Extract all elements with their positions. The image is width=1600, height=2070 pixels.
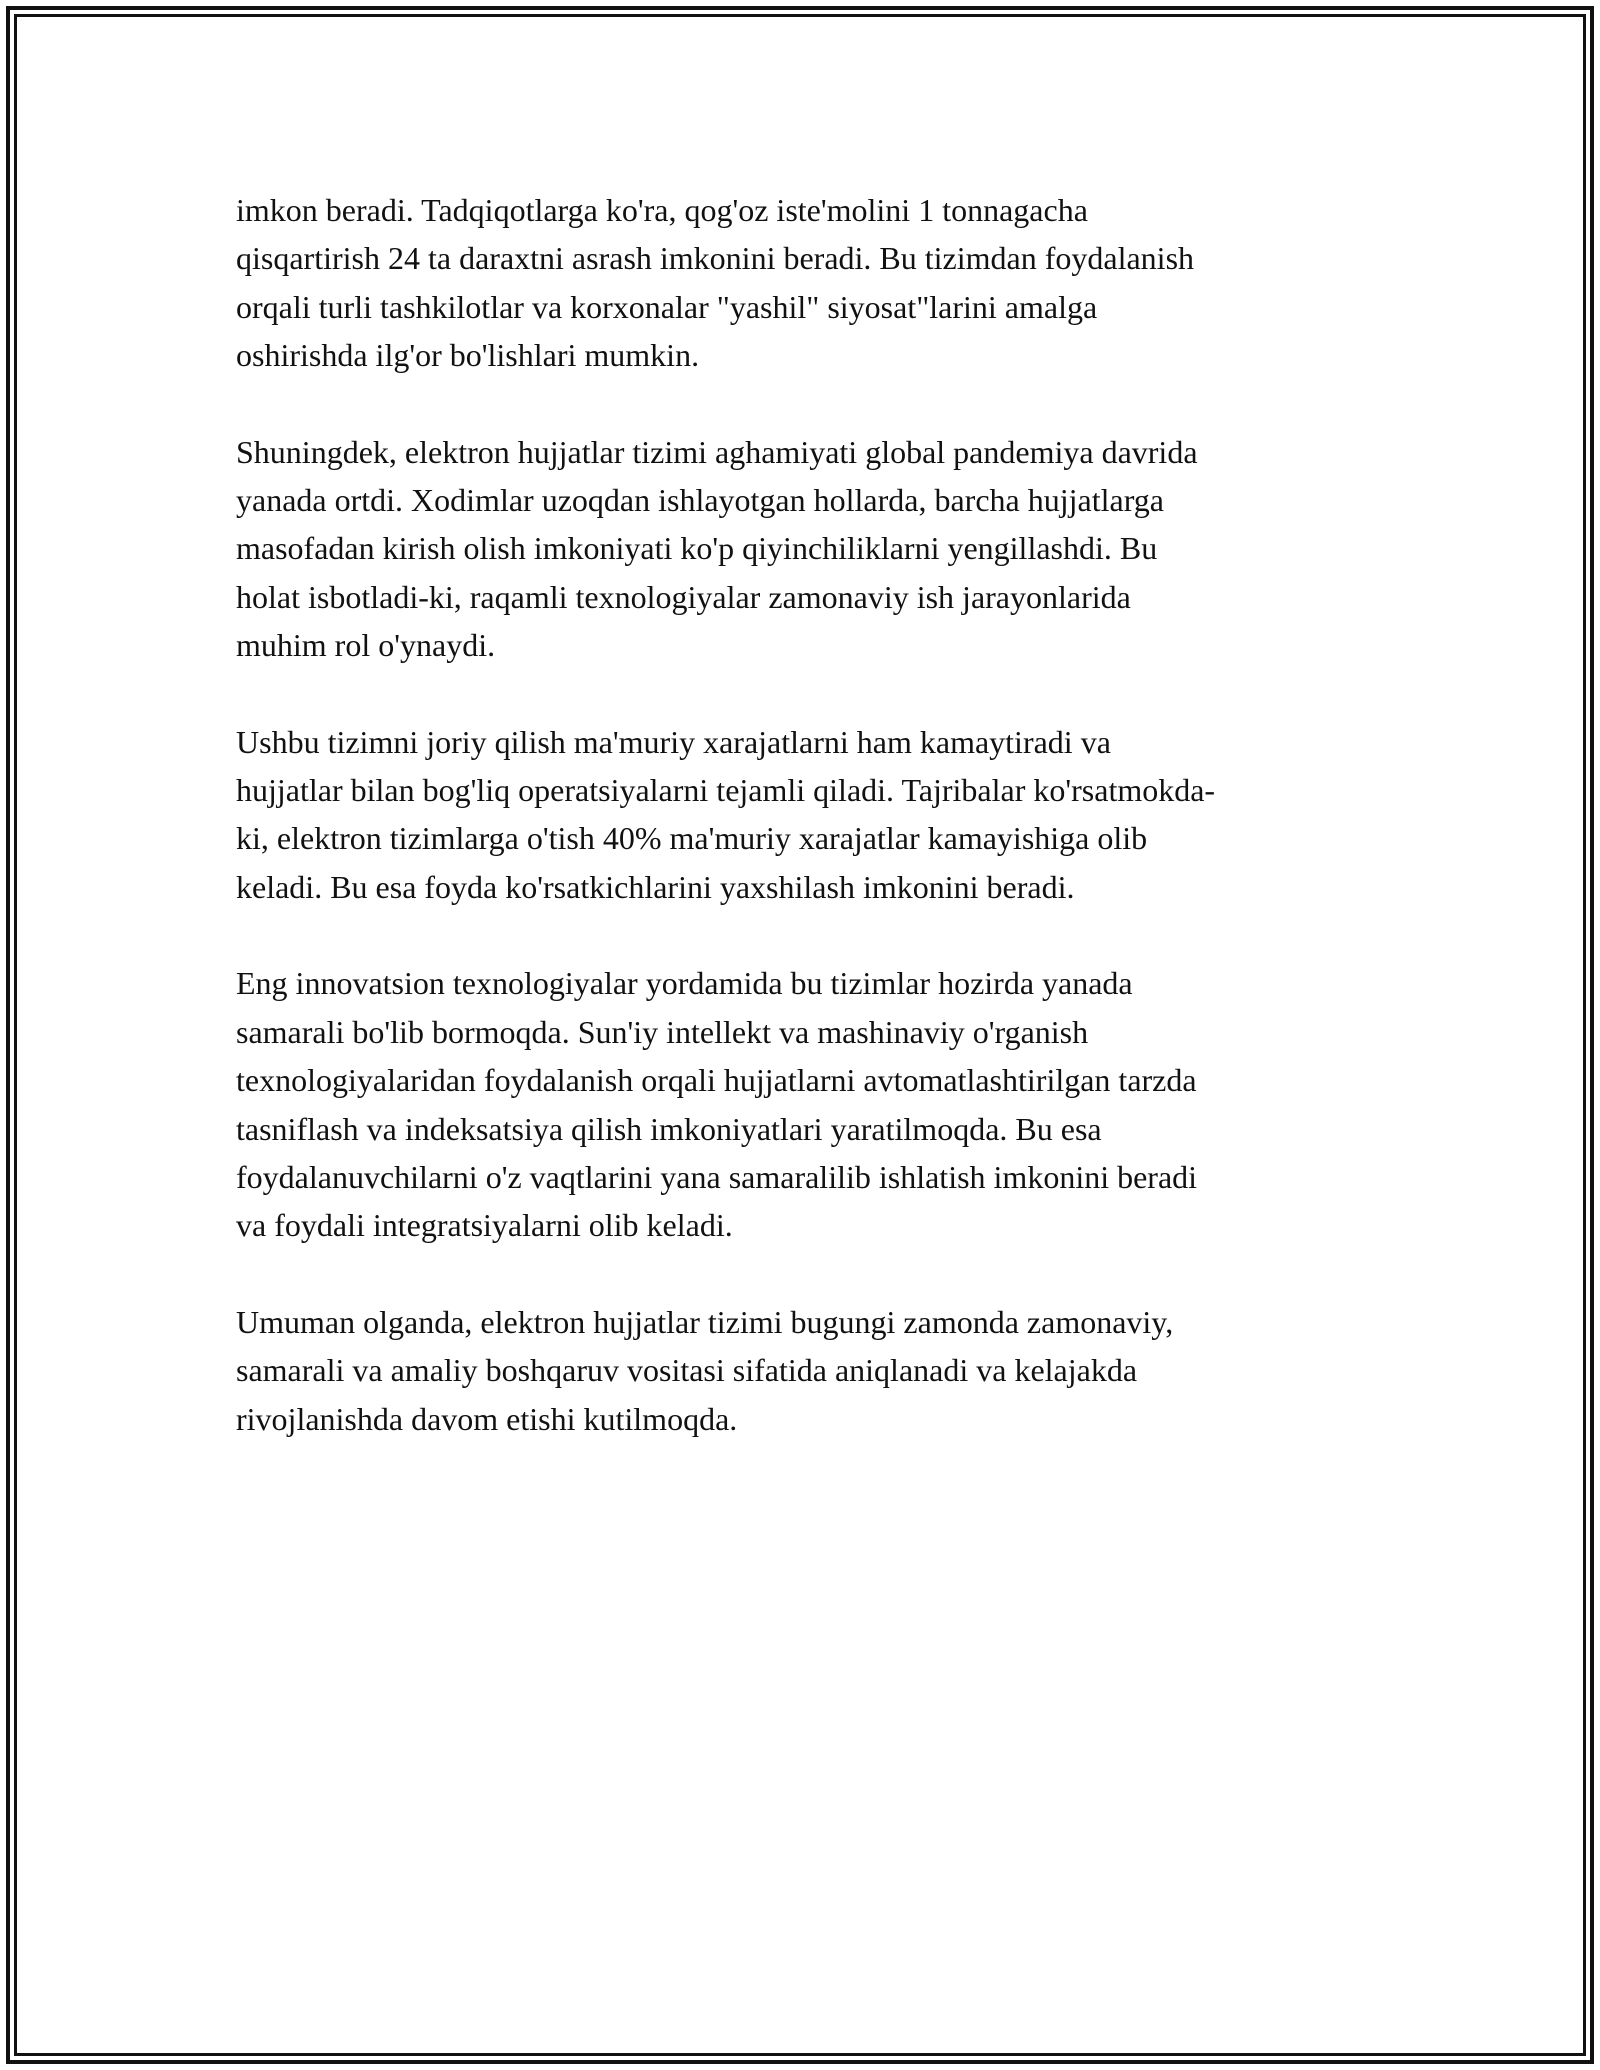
text-line: tasniflash va indeksatsiya qilish imkoniyatlari yaratilmoqda. Bu esa [236,1110,1102,1147]
text-line: Shuningdek, elektron hujjatlar tizimi aghamiyati global pandemiya davrida [236,433,1198,470]
text-line: oshirishda ilg'or bo'lishlari mumkin. [236,337,700,374]
text-line: ki, elektron tizimlarga o'tish 40% ma'muriy xarajatlar kamayishiga olib [236,820,1148,857]
text-line: holat isbotladi-ki, raqamli texnologiyalar zamonaviy ish jarayonlarida [236,578,1131,615]
paragraph-1 [236,186,1366,380]
text-line: samarali va amaliy boshqaruv vositasi sifatida aniqlanadi va kelajakda [236,1352,1138,1389]
text-line: samarali bo'lib bormoqda. Sun'iy intellekt va mashinaviy o'rganish [236,1013,1089,1050]
text-line: orqali turli tashkilotlar va korxonalar "yashil" siyosat"larini amalga [236,288,1098,325]
text-line: Umuman olganda, elektron hujjatlar tizimi bugungi zamonda zamonaviy, [236,1303,1174,1340]
paragraph-3 [236,718,1366,912]
text-line: yanada ortdi. Xodimlar uzoqdan ishlayotgan hollarda, barcha hujjatlarga [236,482,1164,519]
text-line: Eng innovatsion texnologiyalar yordamida bu tizimlar hozirda yanada [236,965,1133,1002]
text-line: masofadan kirish olish imkoniyati ko'p qiyinchiliklarni yengillashdi. Bu [236,530,1158,567]
document-body [236,186,1366,1491]
text-line: imkon beradi. Tadqiqotlarga ko'ra, qog'oz iste'molini 1 tonnagacha [236,192,1088,228]
paragraph-4 [236,959,1366,1249]
text-line: foydalanuvchilarni o'z vaqtlarini yana samaralilib ishlatish imkonini beradi [236,1158,1198,1195]
paragraph-2 [236,428,1366,670]
text-line: qisqartirish 24 ta daraxtni asrash imkonini beradi. Bu tizimdan foydalanish [236,240,1195,277]
text-line: muhim rol o'ynaydi. [236,627,496,664]
text-line: va foydali integratsiyalarni olib keladi. [236,1207,733,1244]
text-line: hujjatlar bilan bog'liq operatsiyalarni tejamli qiladi. Tajribalar ko'rsatmokda- [236,772,1216,809]
text-line: keladi. Bu esa foyda ko'rsatkichlarini yaxshilash imkonini beradi. [236,868,1075,905]
text-line: texnologiyalaridan foydalanish orqali hujjatlarni avtomatlashtirilgan tarzda [236,1062,1197,1099]
paragraph-5 [236,1298,1366,1443]
text-line: Ushbu tizimni joriy qilish ma'muriy xarajatlarni ham kamaytiradi va [236,723,1111,760]
text-line: rivojlanishda davom etishi kutilmoqda. [236,1400,738,1437]
